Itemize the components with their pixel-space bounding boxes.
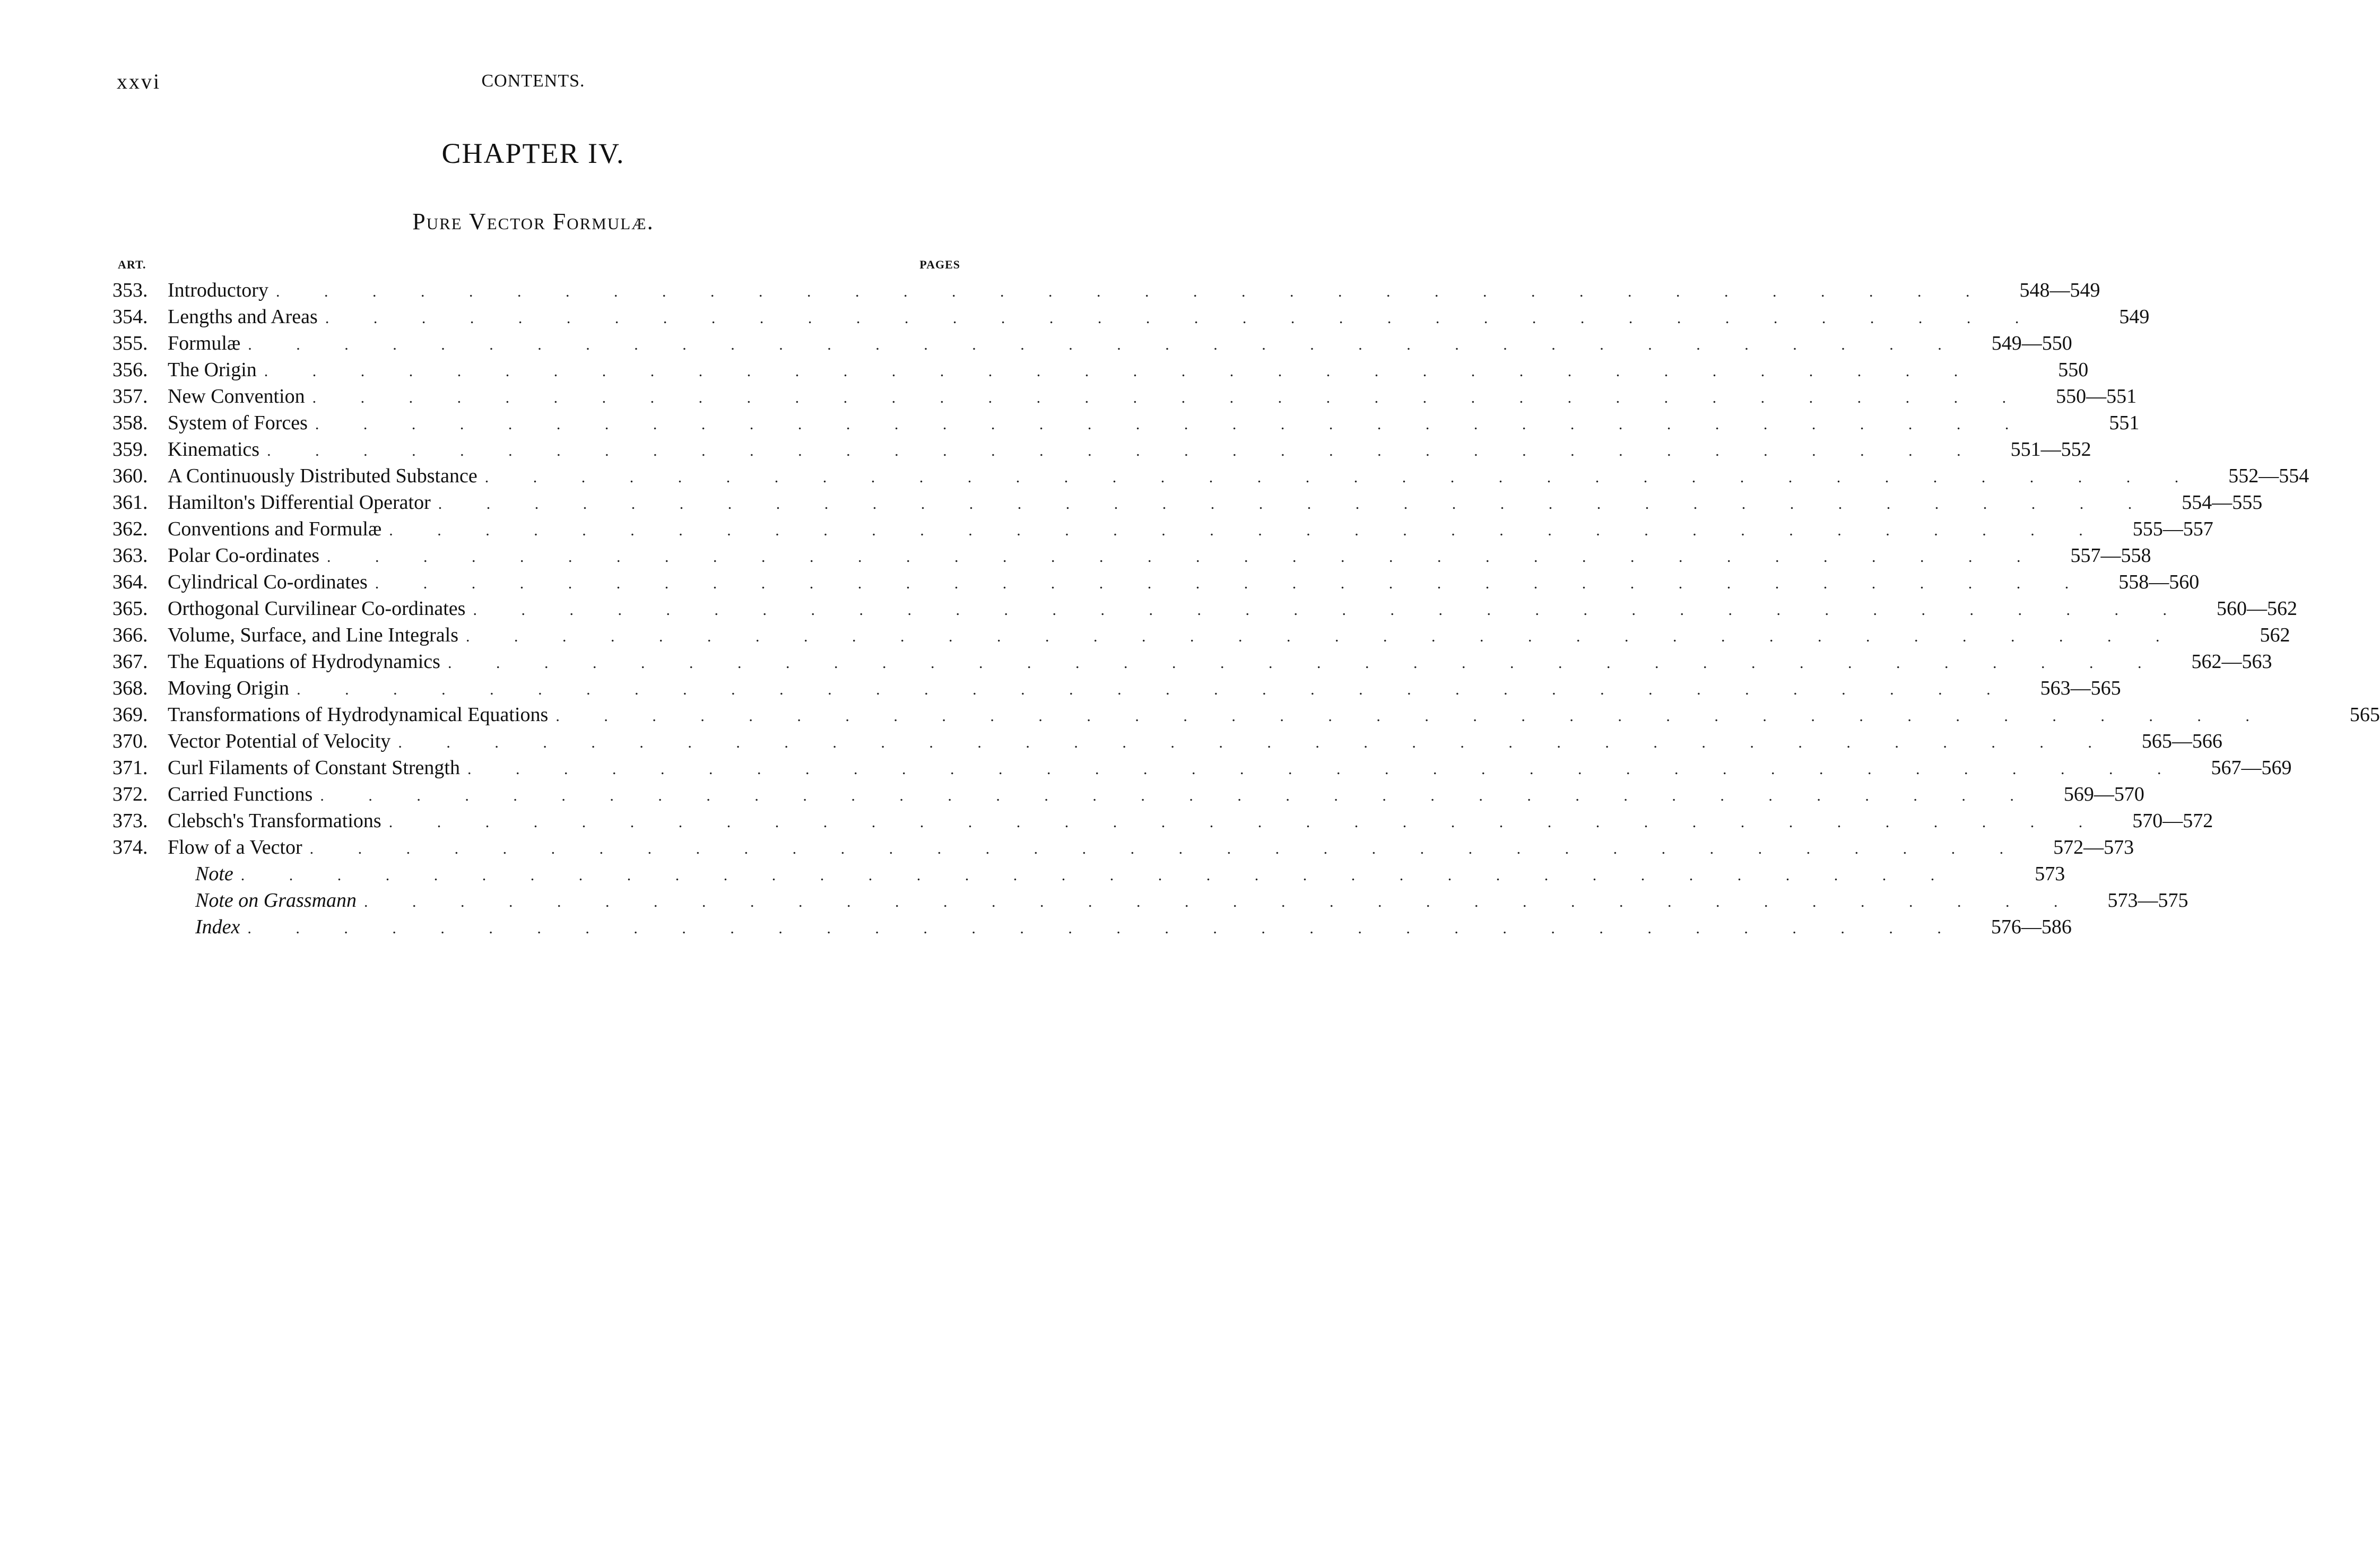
page-range: 560—562 (2216, 597, 2297, 620)
page-range: 551 (2109, 412, 2140, 434)
article-number: 362. (112, 518, 148, 540)
toc-entry-index (112, 914, 2072, 940)
article-number: 366. (112, 624, 148, 646)
chapter-title: CHAPTER IV. (441, 137, 625, 169)
page-range: 562—563 (2191, 650, 2272, 673)
toc-entry (112, 622, 2290, 648)
toc-entry (112, 648, 2272, 675)
entry-title: Formulæ (168, 330, 248, 357)
toc-entry (112, 303, 2150, 330)
page-range: 550 (2058, 359, 2089, 381)
entry-title: New Convention (168, 383, 312, 410)
toc-entry (112, 675, 2121, 701)
entry-title: Flow of a Vector (168, 834, 310, 861)
page-range: 558—560 (2118, 571, 2200, 593)
dot-leader: . . . . . . . . . . . . . . . . . . . . . . . . . . . . . . . . . . . . (466, 628, 2180, 645)
toc-entry (112, 808, 2213, 834)
entry-title: Curl Filaments of Constant Strength (168, 754, 467, 781)
dot-leader: . . . . . . . . . . . . . . . . . . . . . . . . . . . . . . . . . . . . (240, 866, 1955, 884)
article-number: 369. (112, 704, 148, 726)
page-range: 572—573 (2053, 836, 2134, 858)
toc-entry-note-grassmann (112, 887, 2188, 914)
entry-title: Introductory (168, 277, 276, 303)
article-number: 367. (112, 650, 148, 673)
dot-leader: . . . . . . . . . . . . . . . . . . . . . . . . . . . . . . . . . . . . (297, 681, 2011, 698)
dot-leader: . . . . . . . . . . . . . . . . . . . . . . . . . . . . . . . . . . . . (264, 362, 1978, 380)
dot-leader: . . . . . . . . . . . . . . . . . . . . . . . . . . . . . . . . . . . . (555, 707, 2270, 725)
page-range: 555—557 (2132, 518, 2213, 540)
dot-leader: . . . . . . . . . . . . . . . . . . . . . . . . . . . . . . . . . . . . (484, 469, 2199, 486)
article-number: 364. (112, 571, 148, 593)
page-range: 549—550 (1991, 332, 2072, 354)
toc-entry (112, 728, 2222, 754)
entry-title: Moving Origin (168, 675, 297, 701)
dot-leader: . . . . . . . . . . . . . . . . . . . . . . . . . . . . . . . . . . . . (312, 389, 2027, 406)
entry-title: Index (168, 914, 247, 940)
page-range: 570—572 (2132, 810, 2213, 832)
table-of-contents (112, 277, 2380, 940)
toc-entry (112, 357, 2089, 383)
entry-title: Clebsch's Transformations (168, 808, 389, 834)
page-range: 549 (2119, 306, 2150, 328)
page-number: xxvi (117, 70, 161, 93)
entry-title: Orthogonal Curvilinear Co-ordinates (168, 595, 473, 622)
article-number: 359. (112, 438, 148, 461)
dot-leader: . . . . . . . . . . . . . . . . . . . . . . . . . . . . . . . . . . . . (388, 813, 2103, 831)
entry-title: Kinematics (168, 436, 267, 463)
article-number: 360. (112, 465, 148, 487)
article-number: 363. (112, 544, 148, 567)
toc-entry (112, 595, 2297, 622)
dot-leader: . . . . . . . . . . . . . . . . . . . . . . . . . . . . . . . . . . . . (267, 442, 1981, 459)
entry-title: Polar Co-ordinates (168, 542, 327, 569)
page-range: 565—566 (2141, 730, 2222, 752)
page-range: 554—555 (2182, 491, 2263, 514)
entry-title: Carried Functions (168, 781, 320, 808)
toc-entry (112, 277, 2100, 303)
page-range: 563—565 (2040, 677, 2121, 699)
toc-entry (112, 410, 2140, 436)
article-number: 365. (112, 597, 148, 620)
entry-title: A Continuously Distributed Substance (168, 463, 485, 489)
running-head: CONTENTS. (481, 71, 585, 91)
section-title: Pure Vector Formulæ. (412, 209, 654, 235)
page-range: 552—554 (2228, 465, 2309, 487)
toc-entry (112, 463, 2309, 489)
toc-entry (112, 436, 2091, 463)
article-number: 373. (112, 810, 148, 832)
pages-column-header: PAGES (919, 258, 960, 271)
dot-leader: . . . . . . . . . . . . . . . . . . . . . . . . . . . . . . . . . . . . (364, 893, 2078, 910)
dot-leader: . . . . . . . . . . . . . . . . . . . . . . . . . . . . . . . . . . . . (248, 336, 1962, 353)
dot-leader: . . . . . . . . . . . . . . . . . . . . . . . . . . . . . . . . . . . . (473, 601, 2187, 619)
page-range: 567—569 (2211, 757, 2292, 779)
page-range: 576—586 (1991, 916, 2072, 938)
article-number: 370. (112, 730, 148, 752)
page-range: 550—551 (2056, 385, 2137, 407)
dot-leader: . . . . . . . . . . . . . . . . . . . . . . . . . . . . . . . . . . . . (309, 840, 2024, 857)
entry-title: Hamilton's Differential Operator (168, 489, 438, 516)
toc-entry (112, 330, 2072, 357)
article-number: 353. (112, 279, 148, 301)
page-range: 562 (2260, 624, 2290, 646)
article-number: 358. (112, 412, 148, 434)
toc-entry (112, 489, 2263, 516)
article-number: 361. (112, 491, 148, 514)
page-range: 548—549 (2019, 279, 2100, 301)
entry-title: Cylindrical Co-ordinates (168, 569, 375, 595)
entry-title: The Origin (168, 357, 264, 383)
dot-leader: . . . . . . . . . . . . . . . . . . . . . . . . . . . . . . . . . . . . (320, 787, 2034, 804)
article-number: 374. (112, 836, 148, 858)
dot-leader: . . . . . . . . . . . . . . . . . . . . . . . . . . . . . . . . . . . . (447, 654, 2162, 672)
entry-title: Vector Potential of Velocity (168, 728, 398, 754)
article-number: 355. (112, 332, 148, 354)
page-range: 569—570 (2063, 783, 2144, 805)
toc-entry (112, 834, 2134, 861)
dot-leader: . . . . . . . . . . . . . . . . . . . . . . . . . . . . . . . . . . . . (275, 283, 1990, 300)
article-number: 371. (112, 757, 148, 779)
article-number: 354. (112, 306, 148, 328)
toc-entry (112, 781, 2144, 808)
entry-title: Transformations of Hydrodynamical Equations (168, 701, 555, 728)
dot-leader: . . . . . . . . . . . . . . . . . . . . . . . . . . . . . . . . . . . . (375, 575, 2089, 592)
entry-title: Volume, Surface, and Line Integrals (168, 622, 466, 648)
toc-entry (112, 569, 2200, 595)
article-number: 372. (112, 783, 148, 805)
dot-leader: . . . . . . . . . . . . . . . . . . . . . . . . . . . . . . . . . . . . (389, 522, 2103, 539)
entry-title: System of Forces (168, 410, 315, 436)
dot-leader: . . . . . . . . . . . . . . . . . . . . . . . . . . . . . . . . . . . . (327, 548, 2041, 566)
toc-entry (112, 383, 2137, 410)
toc-entry-note (112, 861, 2065, 887)
page-range: 551—552 (2010, 438, 2091, 461)
toc-entry (112, 542, 2151, 569)
entry-title: Note on Grassmann (168, 887, 364, 914)
dot-leader: . . . . . . . . . . . . . . . . . . . . . . . . . . . . . . . . . . . . (398, 734, 2112, 751)
entry-title: Note (168, 861, 241, 887)
dot-leader: . . . . . . . . . . . . . . . . . . . . . . . . . . . . . . . . . . . . (325, 309, 2039, 327)
entry-title: The Equations of Hydrodynamics (168, 648, 448, 675)
article-number: 368. (112, 677, 148, 699)
toc-entry (112, 516, 2213, 542)
page-range: 573 (2035, 863, 2065, 885)
toc-entry (112, 701, 2380, 728)
article-number: 356. (112, 359, 148, 381)
toc-entry (112, 754, 2292, 781)
dot-leader: . . . . . . . . . . . . . . . . . . . . . . . . . . . . . . . . . . . . (247, 920, 1961, 937)
entry-title: Conventions and Formulæ (168, 516, 389, 542)
dot-leader: . . . . . . . . . . . . . . . . . . . . . . . . . . . . . . . . . . . . (467, 760, 2182, 778)
page-range: 573—575 (2107, 889, 2188, 912)
dot-leader: . . . . . . . . . . . . . . . . . . . . . . . . . . . . . . . . . . . . (438, 495, 2152, 513)
art-column-header: ART. (118, 258, 146, 271)
entry-title: Lengths and Areas (168, 303, 325, 330)
page-range: 565 (2349, 704, 2380, 726)
page-range: 557—558 (2070, 544, 2151, 567)
article-number: 357. (112, 385, 148, 407)
dot-leader: . . . . . . . . . . . . . . . . . . . . . . . . . . . . . . . . . . . . (315, 415, 2029, 433)
